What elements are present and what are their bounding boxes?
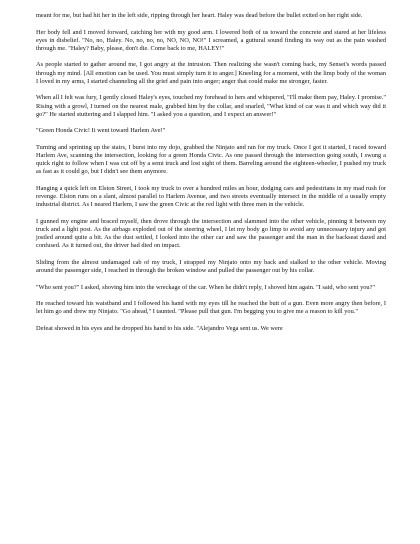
paragraph: As people started to gather around me, I got angry at the intrusion. Then realizing she wasn't coming back, my Sensei's words passed through my mind. [All emotion can be used. You must simply turn it to anger.] Kneeling for a moment, with the limp body of the woman I loved in my arms, I started channeling all the grief and pain into anger; anger that could make me stronger, faster. xyxy=(36,61,386,85)
paragraph: Defeat showed in his eyes and he dropped his hand to his side. "Alejandro Vega sent us. We were xyxy=(36,324,283,332)
paragraph: Turning and sprinting up the stairs, I burst into my dojo, grabbed the Ninjato and ran for my truck. Once I got it started, I raced toward Harlem Ave, scanning the intersection, looking for a green Honda Civic. As one passed through the intersection going south, I swung a quick right to follow when I was cut off by a semi truck and lost sight of them. Barreling around the eighteen-wheeler, I pushed my truck as fast as it could go, but I didn't see them anymore. xyxy=(36,143,386,176)
paragraph: When all I felt was fury, I gently closed Haley's eyes, touched my forehead to hers and whispered, "I'll make them pay, Haley. I promise." Rising with a growl, I turned on the nearest male, grabbed him by the collar, and snarled, "What kind of car was it and which way did it go?" He started stuttering and I slapped him. "I asked you a question, and I expect an answer!" xyxy=(36,94,386,118)
paragraph: I gunned my engine and braced myself, then drove through the intersection and slammed into the other vehicle, pinning it between my truck and a light post. As the airbags exploded out of the steering wheel, I let my body go limp to avoid any unnecessary injury and got jostled around quite a bit. As the dust settled, I looked into the other car and saw the passenger and the man in the backseat dazed and confused. As it turned out, the driver had died on impact. xyxy=(36,217,386,250)
paragraph: He reached toward his waistband and I followed his hand with my eyes till he reached the butt of a gun. Even more angry then before, I let him go and drew my Ninjato. "Go ahead," I taunted. "Please pull that gun. I'm begging you to give me a reason to kill you." xyxy=(36,300,386,316)
paragraph: "Green Honda Civic! It went toward Harlem Ave!" xyxy=(36,127,166,135)
paragraph: meant for me, but had hit her in the left side, ripping through her heart. Haley was dead before the bullet exited on her right side. xyxy=(36,12,363,19)
paragraph: Her body fell and I moved forward, catching her with my good arm. I lowered both of us toward the concrete and stared at her lifeless eyes in disbelief. "No, no, Haley. No, no, no, no, NO, NO, NO!" I screamed, a guttural sound finding its way out as the pain washed through me. "Haley? Baby, please, don't die. Come back to me, HALEY!" xyxy=(36,28,386,52)
paragraph: Sliding from the almost undamaged cab of my truck, I strapped my Ninjato onto my back and stalked to the other vehicle. Moving around the passenger side, I reached in through the broken window and pulled the passenger out by his collar. xyxy=(36,258,386,275)
paragraph: Hanging a quick left on Elston Street, I took my truck to over a hundred miles an hour, dodging cars and pedestrians in my mad rush for revenge. Elston runs on a slant, almost parallel to Harlem Avenue, and two streets eventually intersect in the middle of a usually empty industrial district. As I neared Harlem, I saw the green Civic at the red light with three men in the vehicle. xyxy=(36,184,386,209)
document-page xyxy=(36,12,386,341)
paragraph: "Who sent you?" I asked, shoving him into the wreckage of the car. When he didn't reply, I shoved him again. "I said, who sent you?" xyxy=(36,283,376,291)
